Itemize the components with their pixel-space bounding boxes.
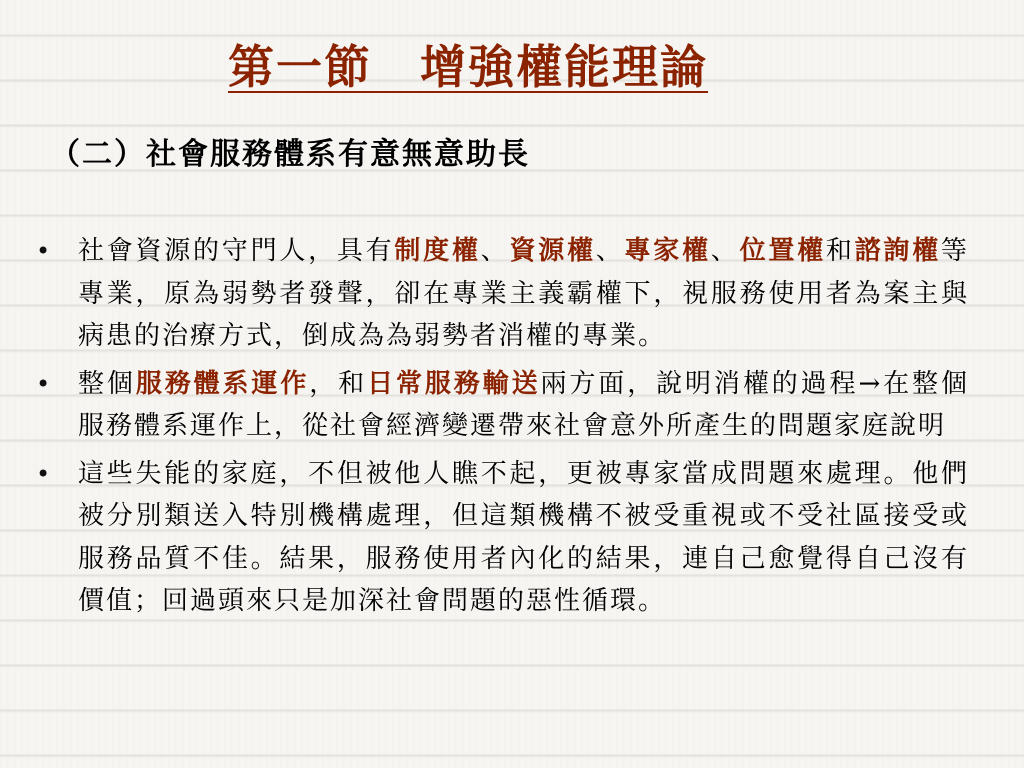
bullet-list	[34, 230, 969, 628]
bullet-text: 、	[595, 236, 625, 266]
highlighted-term: 位置權	[739, 236, 826, 266]
bullet-text: 和	[825, 236, 855, 266]
bullet-text: 兩方面，說明消權的過程→在整個服務體系運作上，從社會經濟變遷帶來社會意外所產生的問題家庭說明	[78, 368, 969, 441]
section-subheading: （二）社會服務體系有意無意助長	[50, 137, 530, 172]
bullet-text: 社會資源的守門人，具有	[78, 236, 395, 266]
bullet-item	[34, 230, 969, 358]
highlighted-term: 專家權	[624, 236, 711, 266]
bullet-text: 、	[480, 236, 510, 266]
bullet-text: 整個	[78, 368, 136, 399]
bullet-item	[34, 453, 969, 623]
bullet-marker: •	[36, 369, 53, 398]
slide-title: 第一節 增強權能理論	[228, 40, 708, 94]
bullet-text: 、	[710, 236, 740, 266]
highlighted-term: 資源權	[509, 236, 596, 266]
highlighted-term: 服務體系運作	[135, 368, 310, 399]
highlighted-term: 日常服務輸送	[367, 368, 541, 399]
bullet-item	[34, 363, 969, 448]
highlighted-term: 制度權	[394, 236, 481, 266]
bullet-text: ，和	[309, 368, 368, 399]
bullet-marker: •	[36, 237, 53, 265]
bullet-text: 等專業，原為弱勢者發聲，卻在專業主義霸權下，視服務使用者為案主與病患的治療方式，倒成為為弱勢者消權的專業。	[78, 236, 969, 351]
bullet-marker: •	[36, 459, 53, 488]
highlighted-term: 諮詢權	[854, 236, 941, 266]
bullet-text: 這些失能的家庭，不但被他人瞧不起，更被專家當成問題來處理。他們被分別類送入特別機構處理，但這類機構不被受重視或不受社區接受或服務品質不佳。結果，服務使用者內化的結果，連自己愈覺得自己沒有價值；回過頭來只是加深社會問題的惡性循環。	[78, 458, 969, 616]
